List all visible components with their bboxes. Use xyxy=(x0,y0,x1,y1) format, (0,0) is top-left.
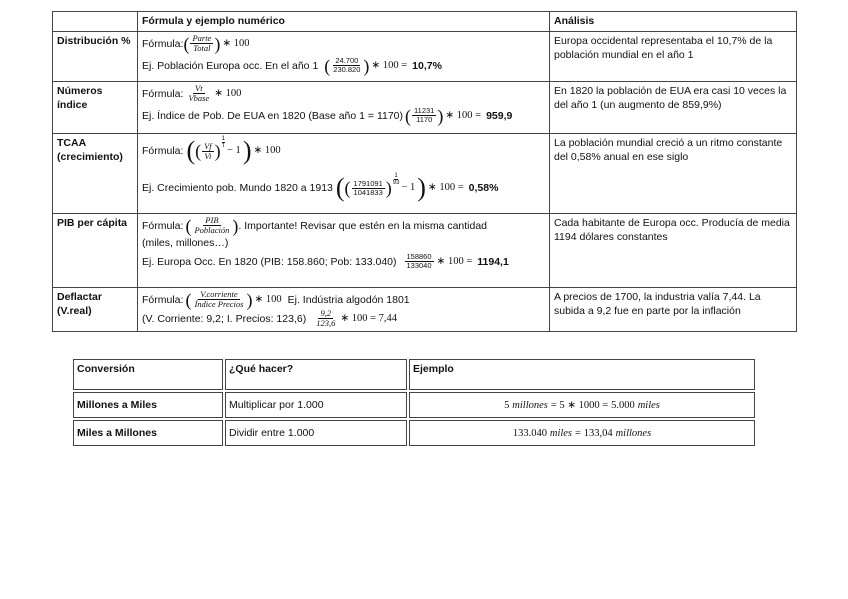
header-empty-cell xyxy=(53,12,138,32)
formula-prefix: Fórmula: xyxy=(142,219,184,232)
example-tail: − 1 xyxy=(401,182,416,193)
formula-end: ∗ 100 xyxy=(253,145,281,156)
row-label: TCAA (crecimiento) xyxy=(53,134,138,214)
table-row xyxy=(73,392,755,418)
formula-fraction: $\frac{\text{Parte}}{\text{Total}}$ xyxy=(192,33,212,53)
example-prefix: Ej. Índice de Pob. De EUA en 1820 (Base año 1 = 1170) xyxy=(142,109,404,122)
example-tail: ∗ 100 = 7,44 xyxy=(340,312,398,324)
example-tail: ∗ 100 = xyxy=(371,59,408,71)
conversion-label: Millones a Miles xyxy=(73,392,223,418)
example-end: ∗ 100 = xyxy=(427,182,464,193)
analysis-cell: Europa occidental representaba el 10,7% de la población mundial en el año 1 xyxy=(550,32,797,82)
formula-example-title: Ej. Indústria algodón 1801 xyxy=(287,293,410,306)
formula-fraction: $\frac{Vt}{\text{Vbase}}$ xyxy=(188,83,210,103)
formula-tail: ∗ 100 xyxy=(254,293,282,305)
formula-line: Fórmula: ( $\frac{\text{PIB}}{\text{Población}}$ ) . Importante! Revisar que estén en la misma cantidad xyxy=(142,215,488,236)
analysis-cell: A precios de 1700, la industria valía 7,44. La subida a 9,2 fue en parte por la inflación xyxy=(550,288,797,332)
header-formula: Fórmula y ejemplo numérico xyxy=(138,12,550,32)
conversion-action: Dividir entre 1.000 xyxy=(225,420,407,446)
formula-prefix: Fórmula: xyxy=(142,37,184,50)
example-line: Ej. Población Europa occ. En el año 1 ( $\frac{24.700}{230.820}$ ) ∗ 100 = 10,7% xyxy=(142,55,442,76)
formula-line-2 xyxy=(142,235,545,251)
row-label: Deflactar (V.real) xyxy=(53,288,138,332)
table-row xyxy=(53,288,797,332)
conversion-label: Miles a Millones xyxy=(73,420,223,446)
example-line xyxy=(142,253,545,270)
example-line xyxy=(142,309,545,328)
example-prefix: Ej. Europa Occ. En 1820 (PIB: 158.860; Pob: 133.040) xyxy=(142,255,397,268)
header-example: Ejemplo xyxy=(409,359,755,390)
example-fraction: $\frac{1791091}{1041833}$ xyxy=(353,178,383,197)
conversion-action: Multiplicar por 1.000 xyxy=(225,392,407,418)
formula-exponent: 1 t xyxy=(221,135,226,149)
formula-tail: − 1 xyxy=(227,145,241,156)
analysis-cell: Cada habitante de Europa occ. Producía de media 1194 dólares constantes xyxy=(550,214,797,288)
formula-tail: ∗ 100 xyxy=(222,37,250,49)
formula-prefix: Fórmula: xyxy=(142,145,184,157)
formula-tail: ∗ 100 xyxy=(214,87,242,99)
table-row xyxy=(53,32,797,82)
example-tail: ∗ 100 = xyxy=(445,109,482,121)
example-fraction: $\frac{11231}{1170}$ xyxy=(414,106,435,124)
table-row xyxy=(53,134,797,214)
formula-cell xyxy=(138,82,550,134)
row-label: Números índice xyxy=(53,82,138,134)
conversion-example: 5 millones = 5 ∗ 1000 = 5.000 miles xyxy=(409,392,755,418)
formulas-table xyxy=(52,11,797,332)
conversion-example: 133.040 miles = 133,04 millones xyxy=(409,420,755,446)
example-prefix: Ej. Crecimiento pob. Mundo 1820 a 1913 xyxy=(142,182,333,194)
example-tail: ∗ 100 = xyxy=(436,255,473,267)
analysis-cell: En 1820 la población de EUA era casi 10 veces la del año 1 (un augmento de 859,9%) xyxy=(550,82,797,134)
example-prefix: Ej. Población Europa occ. En el año 1 xyxy=(142,59,319,72)
formula-prefix: Fórmula: xyxy=(142,87,184,100)
example-prefix: (V. Corriente: 9,2; I. Precios: 123,6) xyxy=(142,312,307,325)
formula-line xyxy=(142,84,545,103)
header-conversion: Conversión xyxy=(73,359,223,390)
formulas-table-header xyxy=(53,12,797,32)
example-line: Ej. Índice de Pob. De EUA en 1820 (Base año 1 = 1170) ( $\frac{11231}{1170}$ ) ∗ 100 = 959,9 xyxy=(142,105,513,126)
formula-cell xyxy=(138,32,550,82)
example-result: 959,9 xyxy=(486,109,513,122)
example-line: Ej. Crecimiento pob. Mundo 1820 a 1913 ( ( $\frac{1791091}{1041833}$ ) 1 93 − 1 ) ∗ 100 = 0,58% xyxy=(142,172,499,202)
formula-fraction: $\frac{Vf}{Vi}$ xyxy=(204,140,212,161)
formula-line: Fórmula: ( ( $\frac{Vf}{Vi}$ ) 1 t − 1 ) ∗ 100 xyxy=(142,135,281,165)
table-row xyxy=(53,82,797,134)
formula-cell xyxy=(138,288,550,332)
formula-note: (miles, millones…) xyxy=(142,237,229,249)
example-result: 10,7% xyxy=(412,59,442,72)
example-result: 0,58% xyxy=(468,182,499,194)
example-exponent: 1 93 xyxy=(392,172,400,186)
formula-fraction: $\frac{\text{PIB}}{\text{Población}}$ xyxy=(194,215,230,235)
table-row xyxy=(73,420,755,446)
formula-cell xyxy=(138,214,550,288)
formula-tail: . Importante! Revisar que estén en la misma cantidad xyxy=(238,219,488,232)
analysis-cell: La población mundial creció a un ritmo constante del 0,58% anual en ese siglo xyxy=(550,134,797,214)
formula-prefix: Fórmula: xyxy=(142,293,184,306)
example-fraction: $\frac{24.700}{230.820}$ xyxy=(333,56,361,74)
example-fraction: $\frac{9,2}{123,6}$ xyxy=(316,308,336,328)
table-row xyxy=(53,214,797,288)
formula-cell xyxy=(138,134,550,214)
example-result: 1194,1 xyxy=(477,255,509,268)
conversion-table xyxy=(71,357,757,448)
row-label: PIB per cápita xyxy=(53,214,138,288)
formula-fraction: $\frac{\text{V.corriente}}{\text{Índice Precios}}$ xyxy=(194,289,244,309)
header-action: ¿Qué hacer? xyxy=(225,359,407,390)
formula-line: Fórmula: ( $\frac{\text{V.corriente}}{\text{Índice Precios}}$ ) ∗ 100 Ej. Indústria algodón 1801 xyxy=(142,289,410,310)
formula-line: Fórmula: ( $\frac{\text{Parte}}{\text{Total}}$ ) ∗ 100 xyxy=(142,33,250,54)
header-analysis: Análisis xyxy=(550,12,797,32)
conversion-table-header xyxy=(73,359,755,390)
row-label: Distribución % xyxy=(53,32,138,82)
example-fraction: $\frac{158860}{133040}$ xyxy=(406,252,432,270)
